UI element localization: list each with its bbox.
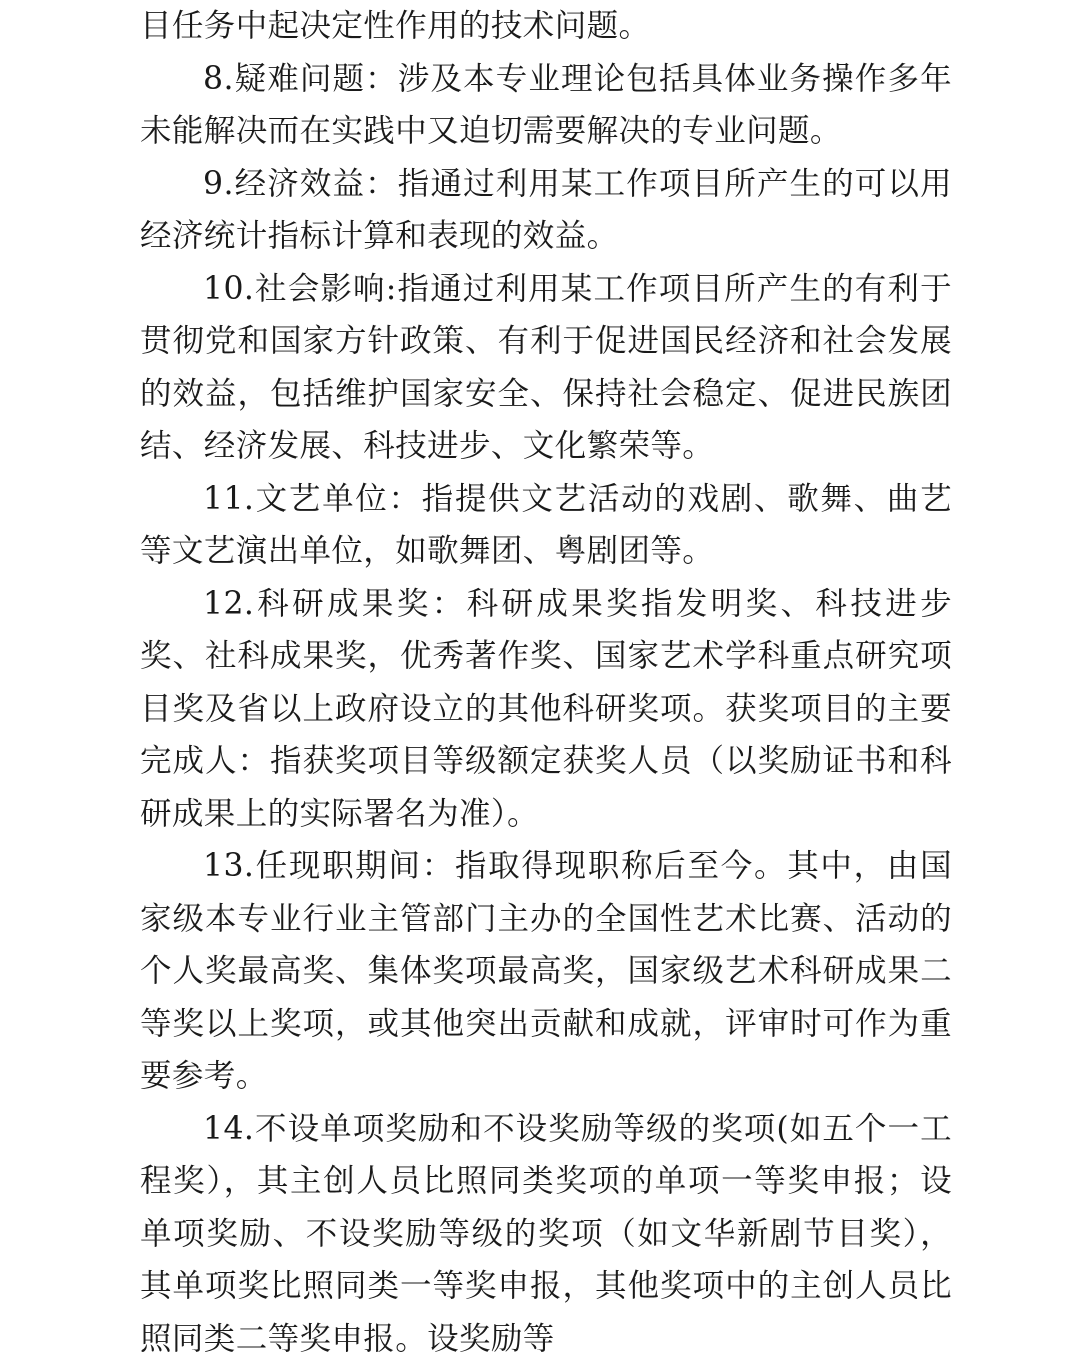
paragraph-item-13: 13.任现职期间：指取得现职称后至今。其中，由国家级本专业行业主管部门主办的全国性艺术比赛、活动的个人奖最高奖、集体奖项最高奖，国家级艺术科研成果二等奖以上奖项，或其他突出贡献和成就，评审时可作为重要参考。 [140,840,952,1103]
paragraph-item-12: 12.科研成果奖：科研成果奖指发明奖、科技进步奖、社科成果奖，优秀著作奖、国家艺术学科重点研究项目奖及省以上政府设立的其他科研奖项。获奖项目的主要完成人：指获奖项目等级额定获奖人员（以奖励证书和科研成果上的实际署名为准）。 [140,578,952,841]
paragraph-item-14: 14.不设单项奖励和不设奖励等级的奖项(如五个一工程奖），其主创人员比照同类奖项的单项一等奖申报；设单项奖励、不设奖励等级的奖项（如文华新剧节目奖），其单项奖比照同类一等奖申报，其他奖项中的主创人员比照同类二等奖申报。设奖励等 [140,1103,952,1365]
paragraph-item-9: 9.经济效益：指通过利用某工作项目所产生的可以用经济统计指标计算和表现的效益。 [140,158,952,263]
paragraph-continuation: 目任务中起决定性作用的技术问题。 [140,0,952,53]
document-body [140,0,952,1365]
paragraph-item-10: 10.社会影响:指通过利用某工作项目所产生的有利于贯彻党和国家方针政策、有利于促进国民经济和社会发展的效益，包括维护国家安全、保持社会稳定、促进民族团结、经济发展、科技进步、文化繁荣等。 [140,263,952,473]
paragraph-item-11: 11.文艺单位：指提供文艺活动的戏剧、歌舞、曲艺等文艺演出单位，如歌舞团、粤剧团等。 [140,473,952,578]
paragraph-item-8: 8.疑难问题：涉及本专业理论包括具体业务操作多年未能解决而在实践中又迫切需要解决的专业问题。 [140,53,952,158]
